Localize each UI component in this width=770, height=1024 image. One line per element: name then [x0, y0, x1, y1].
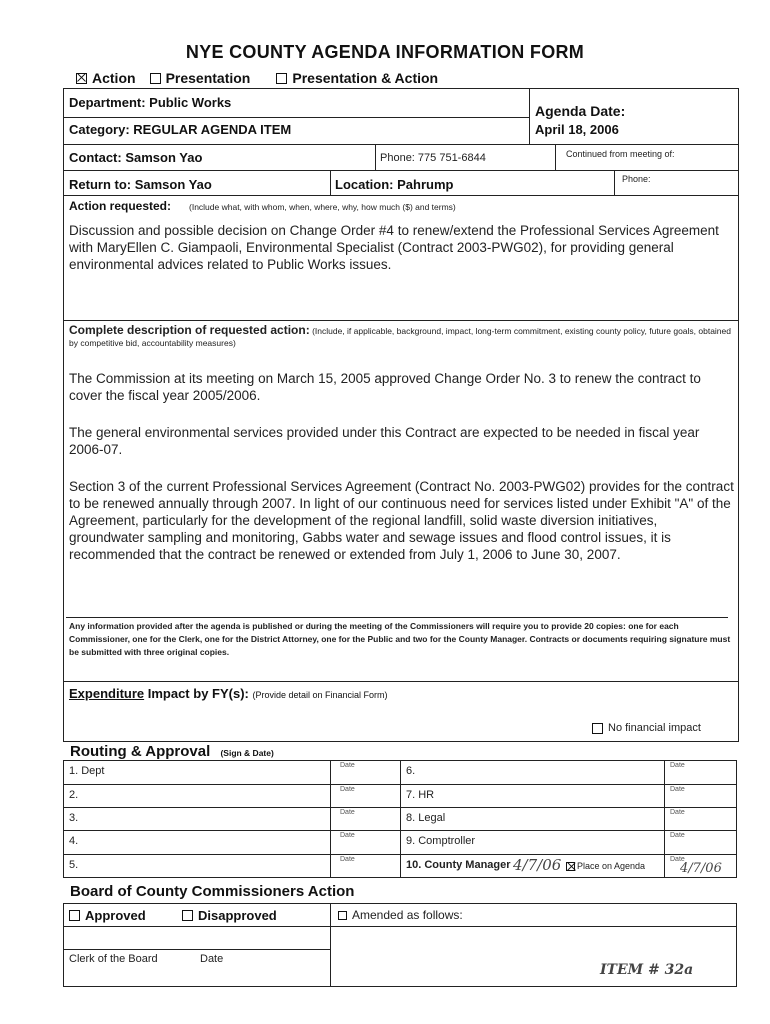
action-requested-hint: (Include what, with whom, when, where, why, how much ($) and terms) — [189, 202, 456, 212]
routing-step-5: 5. — [69, 859, 79, 871]
action-requested-text: Discussion and possible decision on Change Order #4 to renew/extend the Professional Services Agreement with MaryEllen C. Giampaoli, Environmental Specialist (Contract 2003-PWG02), for providing general environmental advices related to Public Works issues. — [69, 223, 719, 272]
routing-date-label-2: Date — [340, 786, 355, 793]
description-hint: (Include, if applicable, background, impact, long-term commitment, existing county policy, future goals, obtained by competitive bid, accountability measures) — [69, 326, 731, 348]
county-manager-signature: 4/7/06 — [513, 856, 562, 874]
continued-from: Continued from meeting of: — [566, 149, 675, 159]
place-on-agenda[interactable] — [566, 861, 645, 871]
routing-step-9: 9. Comptroller — [406, 835, 476, 847]
agenda-date: April 18, 2006 — [535, 122, 619, 137]
form-type-options — [76, 70, 452, 86]
board-title: Board of County Commissioners Action — [70, 883, 355, 900]
description-paragraph-1: The Commission at its meeting on March 15, 2005 approved Change Order No. 3 to renew the contract to cover the fiscal year 2005/2006. — [69, 371, 701, 403]
expenditure-label — [69, 686, 388, 701]
checkbox-no-financial-impact[interactable] — [592, 723, 603, 734]
routing-date-label-5: Date — [340, 856, 355, 863]
description-header — [69, 324, 735, 349]
routing-right-date-label-5: Date — [670, 856, 685, 863]
routing-title: Routing & Approval — [70, 743, 211, 760]
routing-date-label-1: Date — [340, 762, 355, 769]
clerk-date: Date — [200, 953, 224, 965]
option-presentation-action-label: Presentation & Action — [292, 70, 439, 86]
county-manager-date: 4/7/06 — [680, 861, 722, 876]
form-title: NYE COUNTY AGENDA INFORMATION FORM — [185, 42, 585, 62]
routing-right-date-label-1: Date — [670, 762, 685, 769]
clerk-of-board: Clerk of the Board — [69, 953, 158, 965]
board-approved[interactable] — [69, 908, 146, 923]
item-number-stamp: ITEM # 32a — [600, 962, 694, 978]
routing-hint: (Sign & Date) — [220, 748, 274, 758]
checkbox-disapproved[interactable] — [182, 910, 193, 921]
contact-phone: Phone: 775 751-6844 — [380, 152, 486, 164]
disapproved-label: Disapproved — [198, 908, 277, 923]
location: Location: Pahrump — [335, 177, 454, 192]
routing-step-7: 7. HR — [406, 789, 435, 801]
checkbox-approved[interactable] — [69, 910, 80, 921]
routing-step-6: 6. — [406, 765, 416, 777]
routing-step-4: 4. — [69, 835, 79, 847]
routing-step-2: 2. — [69, 789, 79, 801]
checkbox-presentation-action[interactable] — [276, 73, 287, 84]
description-paragraph-3: Section 3 of the current Professional Services Agreement (Contract No. 2003-PWG02) provides for the contract to be renewed annually through 2007. In light of our continuous need for services listed under Exhibit "A" of the Agreement, particularly for the development of the regional landfill, solid waste diversion initiatives, groundwater sampling and monitoring, Gabbs water and sewage issues and flood control issues, it is recommended that the contract be renewed or extended from July 1, 2006 to June 30, 2007. — [69, 479, 734, 562]
no-financial-impact-label: No financial impact — [608, 722, 701, 734]
return-to: Return to: Samson Yao — [69, 177, 212, 192]
checkbox-place-on-agenda[interactable] — [566, 862, 575, 871]
routing-step-3: 3. — [69, 812, 79, 824]
routing-header — [70, 743, 274, 760]
contact: Contact: Samson Yao — [69, 150, 203, 165]
place-on-agenda-label: Place on Agenda — [577, 861, 646, 871]
option-action[interactable] — [76, 70, 136, 86]
routing-step-1: 1. Dept — [69, 765, 105, 777]
option-action-label: Action — [92, 70, 136, 86]
option-presentation-label: Presentation — [165, 70, 251, 86]
board-disapproved[interactable] — [182, 908, 277, 923]
routing-step-10: 10. County Manager — [406, 859, 511, 871]
expenditure-word: Expenditure — [69, 686, 145, 701]
expenditure-rest: Impact by FY(s): — [144, 686, 249, 701]
routing-right-date-label-4: Date — [670, 832, 685, 839]
routing-right-date-label-3: Date — [670, 809, 685, 816]
routing-right-date-label-2: Date — [670, 786, 685, 793]
routing-step-8: 8. Legal — [406, 812, 446, 824]
category: Category: REGULAR AGENDA ITEM — [69, 122, 292, 137]
action-requested-label: Action requested: — [69, 199, 172, 213]
routing-date-label-3: Date — [340, 809, 355, 816]
checkbox-action[interactable] — [76, 73, 87, 84]
checkbox-presentation[interactable] — [150, 73, 161, 84]
copies-notice: Any information provided after the agenda is published or during the meeting of the Commissioners will require you to provide 20 copies: one for each Commissioner, one for the Clerk, one for the District Attorney, one for the Public and two for the County Manager. Contracts or documents requiring signature must be submitted with three original copies. — [69, 621, 731, 657]
approved-label: Approved — [85, 908, 146, 923]
description-label: Complete description of requested action: — [69, 323, 310, 337]
expenditure-hint: (Provide detail on Financial Form) — [252, 690, 388, 700]
department: Department: Public Works — [69, 95, 232, 110]
option-presentation[interactable] — [150, 70, 251, 86]
phone-2-label: Phone: — [622, 174, 651, 184]
agenda-date-label: Agenda Date: — [535, 103, 626, 119]
board-amended[interactable] — [338, 908, 463, 922]
description-paragraph-2: The general environmental services provided under this Contract are expected to be needed in fiscal year 2006-07. — [69, 425, 700, 457]
amended-label: Amended as follows: — [352, 908, 463, 922]
no-financial-impact[interactable] — [592, 722, 701, 734]
option-presentation-action[interactable] — [276, 70, 438, 86]
checkbox-amended[interactable] — [338, 911, 347, 920]
routing-date-label-4: Date — [340, 832, 355, 839]
